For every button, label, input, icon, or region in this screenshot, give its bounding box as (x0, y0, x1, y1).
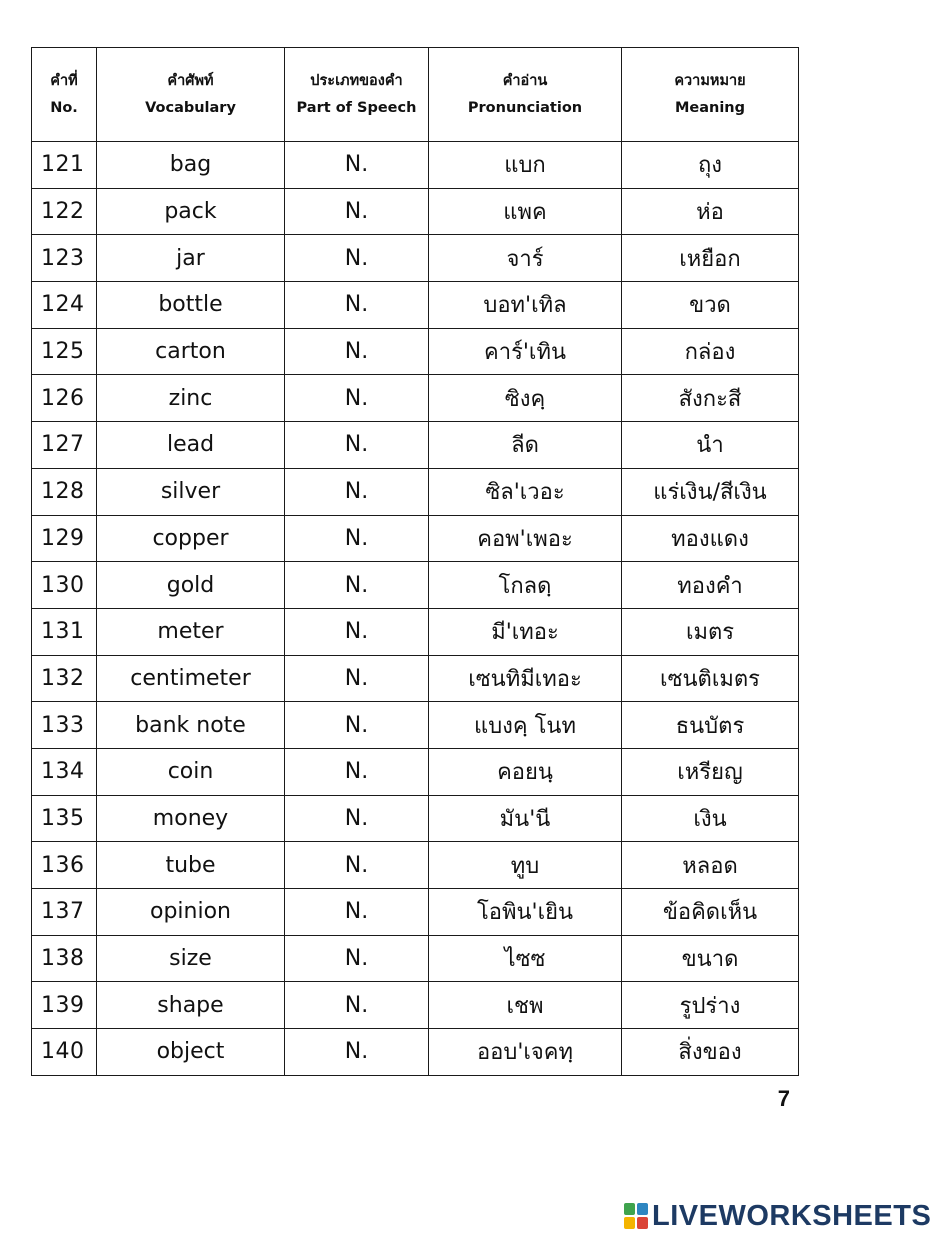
cell-word: object (97, 1029, 285, 1076)
cell-no: 127 (32, 422, 97, 469)
table-row (32, 889, 799, 936)
cell-word: bank note (97, 702, 285, 749)
cell-pos: N. (285, 702, 429, 749)
cell-word: coin (97, 748, 285, 795)
cell-meaning: นำ (622, 422, 799, 469)
cell-meaning: ข้อคิดเห็น (622, 889, 799, 936)
cell-word: centimeter (97, 655, 285, 702)
cell-no: 131 (32, 608, 97, 655)
header-part-of-speech-en: Part of Speech (296, 99, 417, 116)
cell-pronunciation: คาร์'เทิน (429, 328, 622, 375)
cell-no: 140 (32, 1029, 97, 1076)
cell-pronunciation: โอพิน'เยิน (429, 889, 622, 936)
table-row (32, 328, 799, 375)
cell-pos: N. (285, 515, 429, 562)
cell-meaning: แร่เงิน/สีเงิน (622, 468, 799, 515)
cell-word: zinc (97, 375, 285, 422)
cell-no: 123 (32, 235, 97, 282)
header-part-of-speech (285, 48, 429, 142)
cell-pos: N. (285, 748, 429, 795)
cell-meaning: สิ่งของ (622, 1029, 799, 1076)
cell-pronunciation: เซนทิมีเทอะ (429, 655, 622, 702)
cell-pos: N. (285, 282, 429, 329)
cell-word: jar (97, 235, 285, 282)
cell-word: size (97, 935, 285, 982)
cell-pos: N. (285, 842, 429, 889)
cell-pos: N. (285, 422, 429, 469)
cell-meaning: สังกะสี (622, 375, 799, 422)
logo-square-icon (637, 1203, 648, 1215)
cell-meaning: หลอด (622, 842, 799, 889)
cell-no: 124 (32, 282, 97, 329)
cell-pronunciation: โกลดฺ (429, 562, 622, 609)
cell-pronunciation: มี'เทอะ (429, 608, 622, 655)
table-row (32, 515, 799, 562)
table-row (32, 795, 799, 842)
cell-no: 125 (32, 328, 97, 375)
cell-meaning: เหรียญ (622, 748, 799, 795)
header-pronunciation (429, 48, 622, 142)
cell-pos: N. (285, 1029, 429, 1076)
cell-meaning: ถุง (622, 142, 799, 189)
header-vocabulary-en: Vocabulary (145, 99, 236, 116)
cell-pronunciation: บอท'เทิล (429, 282, 622, 329)
cell-no: 130 (32, 562, 97, 609)
cell-pronunciation: ลีด (429, 422, 622, 469)
cell-word: tube (97, 842, 285, 889)
cell-meaning: กล่อง (622, 328, 799, 375)
cell-no: 122 (32, 188, 97, 235)
cell-meaning: ขนาด (622, 935, 799, 982)
cell-pronunciation: คอยนฺ (429, 748, 622, 795)
cell-no: 136 (32, 842, 97, 889)
cell-word: copper (97, 515, 285, 562)
header-pronunciation-thai: คำอ่าน (502, 72, 548, 89)
header-no-en: No. (50, 99, 78, 116)
cell-word: carton (97, 328, 285, 375)
cell-word: bottle (97, 282, 285, 329)
cell-no: 132 (32, 655, 97, 702)
table-row (32, 468, 799, 515)
cell-word: shape (97, 982, 285, 1029)
cell-pos: N. (285, 468, 429, 515)
cell-no: 135 (32, 795, 97, 842)
cell-pronunciation: ซิงคฺ (429, 375, 622, 422)
cell-no: 129 (32, 515, 97, 562)
cell-pronunciation: ซิล'เวอะ (429, 468, 622, 515)
cell-word: opinion (97, 889, 285, 936)
cell-no: 128 (32, 468, 97, 515)
header-meaning-thai: ความหมาย (674, 72, 746, 89)
cell-no: 134 (32, 748, 97, 795)
cell-pos: N. (285, 935, 429, 982)
table-row (32, 748, 799, 795)
liveworksheets-logo[interactable] (624, 1199, 931, 1233)
logo-square-icon (624, 1217, 635, 1229)
table-row (32, 282, 799, 329)
cell-word: silver (97, 468, 285, 515)
brand-name: LIVEWORKSHEETS (652, 1199, 931, 1232)
cell-meaning: เงิน (622, 795, 799, 842)
table-row (32, 702, 799, 749)
table-row (32, 235, 799, 282)
cell-pronunciation: จาร์ (429, 235, 622, 282)
header-no (32, 48, 97, 142)
header-row (32, 48, 799, 142)
cell-meaning: ธนบัตร (622, 702, 799, 749)
header-vocabulary-thai: คำศัพท์ (167, 72, 214, 89)
cell-no: 121 (32, 142, 97, 189)
cell-pronunciation: ออบ'เจคทฺ (429, 1029, 622, 1076)
table-row (32, 188, 799, 235)
table-row (32, 562, 799, 609)
cell-pronunciation: คอพ'เพอะ (429, 515, 622, 562)
cell-meaning: ห่อ (622, 188, 799, 235)
cell-meaning: ทองแดง (622, 515, 799, 562)
table-row (32, 375, 799, 422)
cell-meaning: เมตร (622, 608, 799, 655)
header-meaning (622, 48, 799, 142)
cell-pos: N. (285, 375, 429, 422)
vocabulary-table (31, 47, 799, 1076)
cell-pos: N. (285, 188, 429, 235)
table-row (32, 655, 799, 702)
page-number: 7 (777, 1086, 790, 1111)
cell-no: 138 (32, 935, 97, 982)
table-row (32, 422, 799, 469)
cell-word: money (97, 795, 285, 842)
cell-pos: N. (285, 142, 429, 189)
cell-no: 137 (32, 889, 97, 936)
header-no-thai: คำที่ (50, 72, 78, 89)
cell-no: 139 (32, 982, 97, 1029)
table-row (32, 935, 799, 982)
cell-meaning: ทองคำ (622, 562, 799, 609)
cell-pronunciation: มัน'นี (429, 795, 622, 842)
cell-meaning: เหยือก (622, 235, 799, 282)
table-row (32, 608, 799, 655)
cell-no: 126 (32, 375, 97, 422)
cell-pos: N. (285, 655, 429, 702)
cell-word: lead (97, 422, 285, 469)
logo-square-icon (637, 1217, 648, 1229)
logo-square-icon (624, 1203, 635, 1215)
header-pronunciation-en: Pronunciation (467, 99, 583, 116)
cell-pos: N. (285, 235, 429, 282)
cell-no: 133 (32, 702, 97, 749)
cell-meaning: เซนติเมตร (622, 655, 799, 702)
cell-word: gold (97, 562, 285, 609)
table-row (32, 142, 799, 189)
cell-pos: N. (285, 795, 429, 842)
header-vocabulary (97, 48, 285, 142)
cell-pronunciation: แบก (429, 142, 622, 189)
cell-pronunciation: ไซซ (429, 935, 622, 982)
cell-word: bag (97, 142, 285, 189)
cell-pos: N. (285, 328, 429, 375)
cell-pos: N. (285, 982, 429, 1029)
table-row (32, 1029, 799, 1076)
liveworksheets-logo-icon (624, 1203, 648, 1229)
cell-pos: N. (285, 562, 429, 609)
table-row (32, 982, 799, 1029)
cell-pronunciation: แบงคฺ โนท (429, 702, 622, 749)
cell-pos: N. (285, 889, 429, 936)
table-row (32, 842, 799, 889)
cell-pronunciation: ทูบ (429, 842, 622, 889)
cell-word: pack (97, 188, 285, 235)
cell-pronunciation: แพค (429, 188, 622, 235)
header-meaning-en: Meaning (674, 99, 746, 116)
cell-meaning: ขวด (622, 282, 799, 329)
cell-pronunciation: เชพ (429, 982, 622, 1029)
header-part-of-speech-thai: ประเภทของคำ (310, 72, 403, 89)
cell-word: meter (97, 608, 285, 655)
cell-pos: N. (285, 608, 429, 655)
cell-meaning: รูปร่าง (622, 982, 799, 1029)
